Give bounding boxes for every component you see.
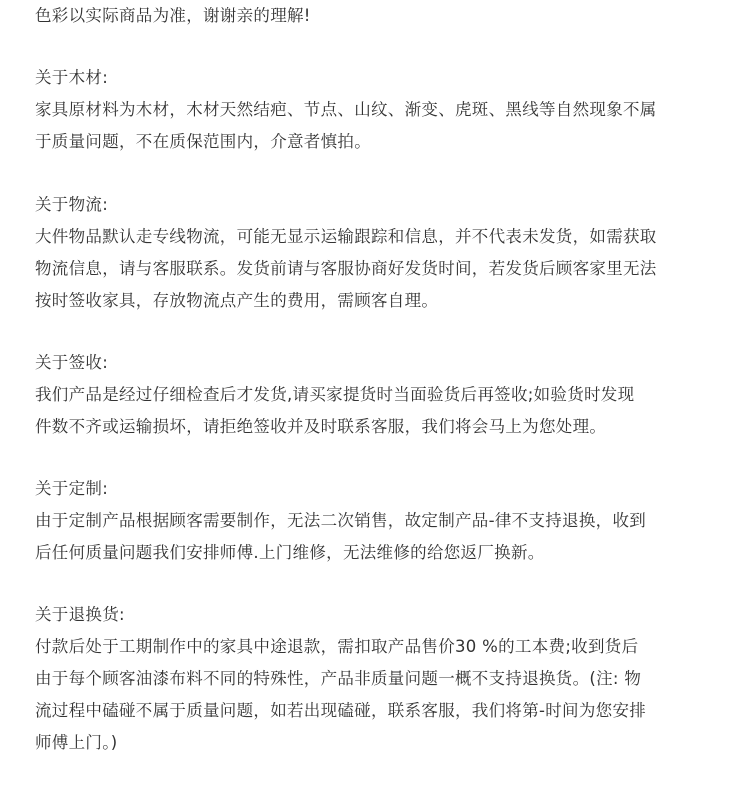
- logistics-paragraph-line-3: 按时签收家具，存放物流点产生的费用，需顾客自理。: [35, 291, 439, 310]
- signing-paragraph-line-2: 件数不齐或运输损坏，请拒绝签收并及时联系客服，我们将会马上为您处理。: [35, 417, 607, 436]
- color-disclaimer-line: 色彩以实际商品为准，谢谢亲的理解!: [35, 6, 311, 25]
- returns-paragraph-line-2: 由于每个顾客油漆布料不同的特殊性，产品非质量问题一概不支持退换货。(注: 物: [35, 669, 642, 688]
- section-heading-logistics: 关于物流:: [35, 195, 109, 214]
- logistics-paragraph-line-2: 物流信息，请与客服联系。发货前请与客服协商好发货时间，若发货后顾客家里无法: [35, 259, 657, 278]
- signing-paragraph-line-1: 我们产品是经过仔细检查后才发货,请买家提货时当面验货后再签收;如验货时发现: [35, 385, 635, 404]
- wood-paragraph-line-2: 于质量问题，不在质保范围内，介意者慎拍。: [35, 132, 371, 151]
- returns-paragraph-line-1: 付款后处于工期制作中的家具中途退款，需扣取产品售价30 %的工本费;收到货后: [35, 637, 639, 656]
- section-heading-returns: 关于退换货:: [35, 605, 125, 624]
- wood-paragraph-line-1: 家具原材料为木材，木材天然结疤、节点、山纹、渐变、虎斑、黑线等自然现象不属: [35, 100, 657, 119]
- custom-paragraph-line-2: 后任何质量问题我们安排师傅.上门维修，无法维修的给您返厂换新。: [35, 543, 545, 562]
- section-heading-signing: 关于签收:: [35, 353, 109, 372]
- returns-paragraph-line-3: 流过程中磕碰不属于质量问题，如若出现磕碰，联系客服，我们将第-时间为您安排: [35, 701, 647, 720]
- custom-paragraph-line-1: 由于定制产品根据顾客需要制作，无法二次销售，故定制产品-律不支持退换，收到: [35, 511, 647, 530]
- logistics-paragraph-line-1: 大件物品默认走专线物流，可能无显示运输跟踪和信息，并不代表未发货，如需获取: [35, 227, 657, 246]
- section-heading-custom: 关于定制:: [35, 479, 109, 498]
- returns-paragraph-line-4: 师傅上门。): [35, 733, 118, 752]
- section-heading-wood: 关于木材:: [35, 68, 109, 87]
